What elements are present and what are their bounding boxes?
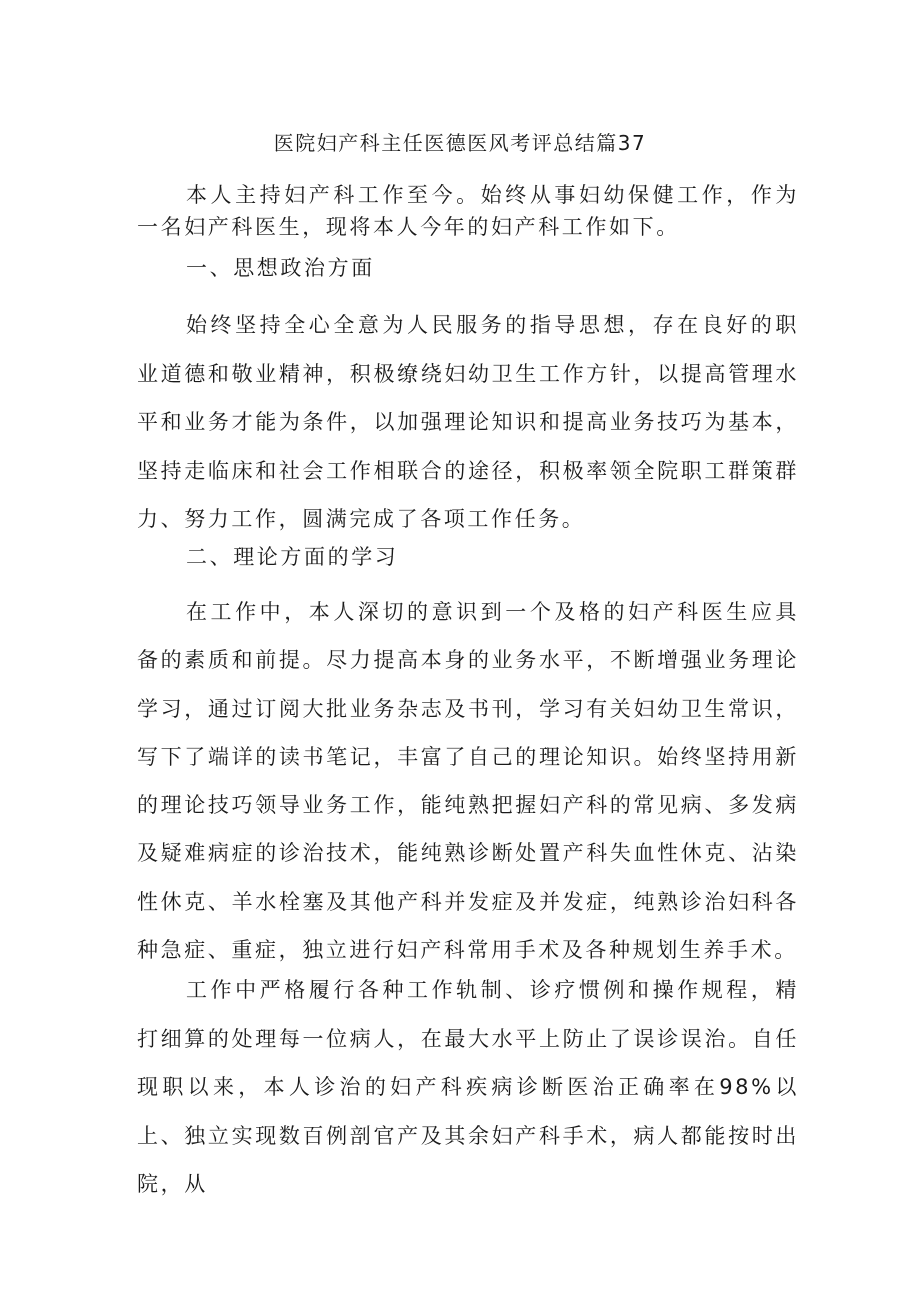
theory-paragraph: 在工作中，本人深切的意识到一个及格的妇产科医生应具备的素质和前提。尽力提高本身的业务水平，不断增强业务理论学习，通过订阅大批业务杂志及书刊，学习有关妇幼卫生常识，写下了端详的读书笔记，丰富了自己的理论知识。始终坚持用新的理论技巧领导业务工作，能纯熟把握妇产科的常见病、多发病及疑难病症的诊治技术，能纯熟诊断处置产科失血性休克、沾染性休克、羊水栓塞及其他产科并发症及并发症，纯熟诊治妇科各种急症、重症，独立进行妇产科常用手术及各种规划生养手术。 [137,600,799,963]
political-paragraph: 始终坚持全心全意为人民服务的指导思想，存在良好的职业道德和敬业精神，积极缭绕妇幼卫生工作方针，以提高管理水平和业务才能为条件，以加强理论知识和提高业务技巧为基本，坚持走临床和社会工作相联合的途径，积极率领全院职工群策群力、努力工作，圆满完成了各项工作任务。 [137,313,799,531]
document-title: 医院妇产科主任医德医风考评总结篇37 [273,131,647,155]
intro-paragraph: 本人主持妇产科工作至今。始终从事妇幼保健工作，作为一名妇产科医生，现将本人今年的妇产科工作如下。 [137,183,799,239]
section-heading-political: 一、思想政治方面 [186,256,375,280]
section-heading-theory: 二、理论方面的学习 [186,545,399,569]
work-practice-paragraph: 工作中严格履行各种工作轨制、诊疗惯例和操作规程，精打细算的处理每一位病人，在最大水平上防止了误诊误治。自任现职以来，本人诊治的妇产科疾病诊断医治正确率在98%以上、独立实现数百例剖官产及其余妇产科手术，病人都能按时出院，从 [137,978,799,1197]
